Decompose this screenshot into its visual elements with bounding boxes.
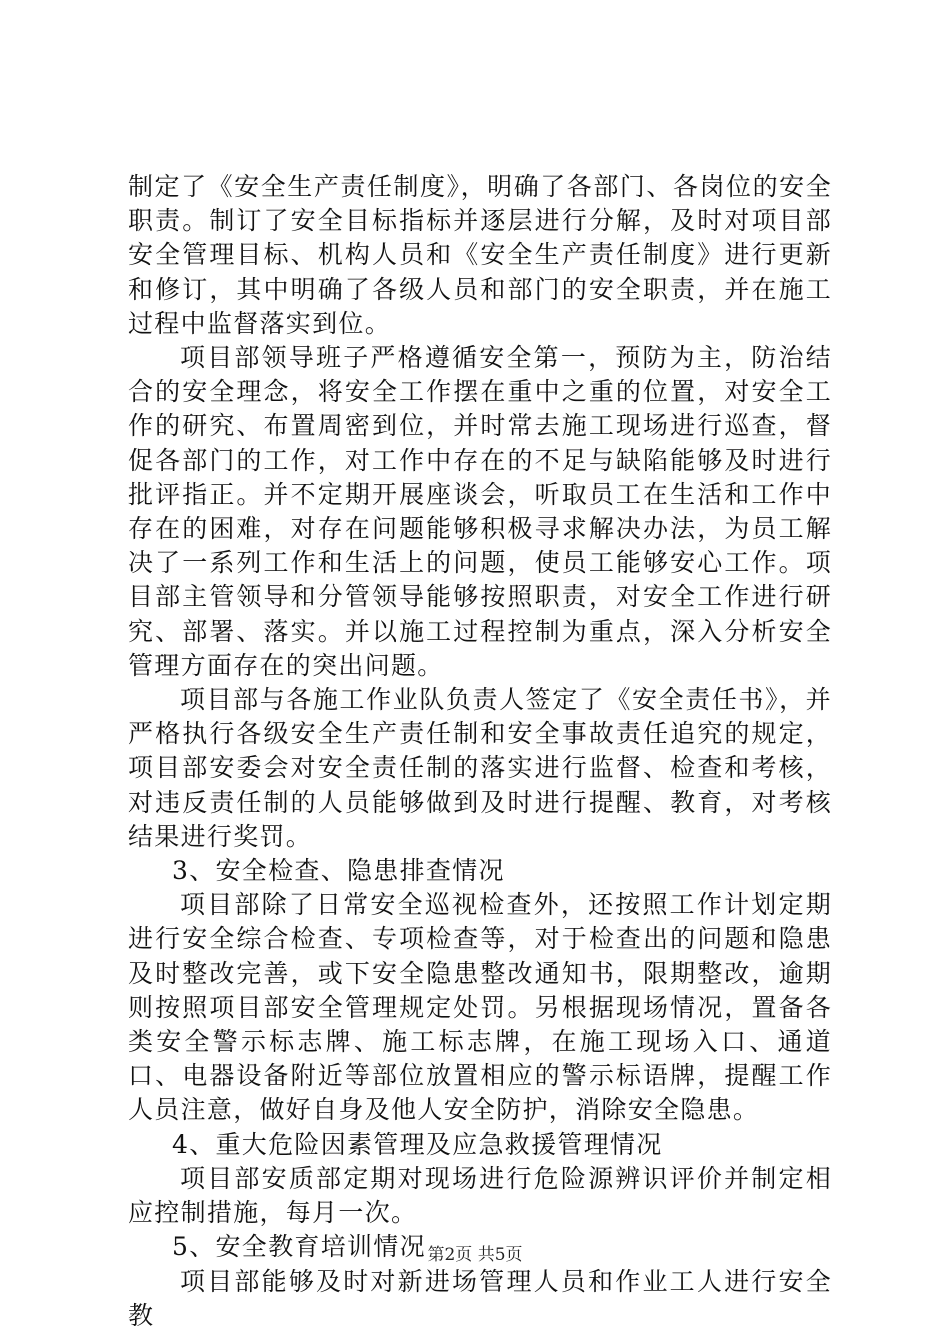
section-heading-hazard-management: 4、重大危险因素管理及应急救援管理情况 — [172, 1129, 663, 1159]
page-footer: 第2页 共5页 — [427, 1245, 523, 1265]
paragraph-responsibility-system: 制定了《安全生产责任制度》，明确了各部门、各岗位的安全职责。制订了安全目标指标并逐层进行分解，及时对项目部安全管理目标、机构人员和《安全生产责任制度》进行更新和修订，其中明确了各级人员和部门的安全职责，并在施工过程中监督落实到位。 — [128, 172, 832, 338]
document-body — [128, 170, 832, 1333]
section-heading-training: 5、安全教育培训情况 — [172, 1232, 426, 1262]
section-heading-inspection: 3、安全检查、隐患排查情况 — [172, 856, 505, 886]
paragraph-responsibility-letter: 项目部与各施工作业队负责人签定了《安全责任书》，并严格执行各级安全生产责任制和安全事故责任追究的规定，项目部安委会对安全责任制的落实进行监督、检查和考核，对违反责任制的人员能够做到及时进行提醒、教育，对考核结果进行奖罚。 — [128, 685, 832, 851]
paragraph-inspection: 项目部除了日常安全巡视检查外，还按照工作计划定期进行安全综合检查、专项检查等，对于检查出的问题和隐患及时整改完善，或下安全隐患整改通知书，限期整改，逾期则按照项目部安全管理规定处罚。另根据现场情况，置备各类安全警示标志牌、施工标志牌，在施工现场入口、通道口、电器设备附近等部位放置相应的警示标语牌，提醒工作人员注意，做好自身及他人安全防护，消除安全隐患。 — [128, 890, 832, 1125]
paragraph-leadership: 项目部领导班子严格遵循安全第一，预防为主，防治结合的安全理念，将安全工作摆在重中之重的位置，对安全工作的研究、布置周密到位，并时常去施工现场进行巡查，督促各部门的工作，对工作中存在的不足与缺陷能够及时进行批评指正。并不定期开展座谈会，听取员工在生活和工作中存在的困难，对存在问题能够积极寻求解决办法，为员工解决了一系列工作和生活上的问题，使员工能够安心工作。项目部主管领导和分管领导能够按照职责，对安全工作进行研究、部署、落实。并以施工过程控制为重点，深入分析安全管理方面存在的突出问题。 — [128, 343, 832, 680]
paragraph-training: 项目部能够及时对新进场管理人员和作业工人进行安全教 — [128, 1266, 832, 1330]
paragraph-hazard-management: 项目部安质部定期对现场进行危险源辨识评价并制定相应控制措施，每月一次。 — [128, 1163, 832, 1228]
